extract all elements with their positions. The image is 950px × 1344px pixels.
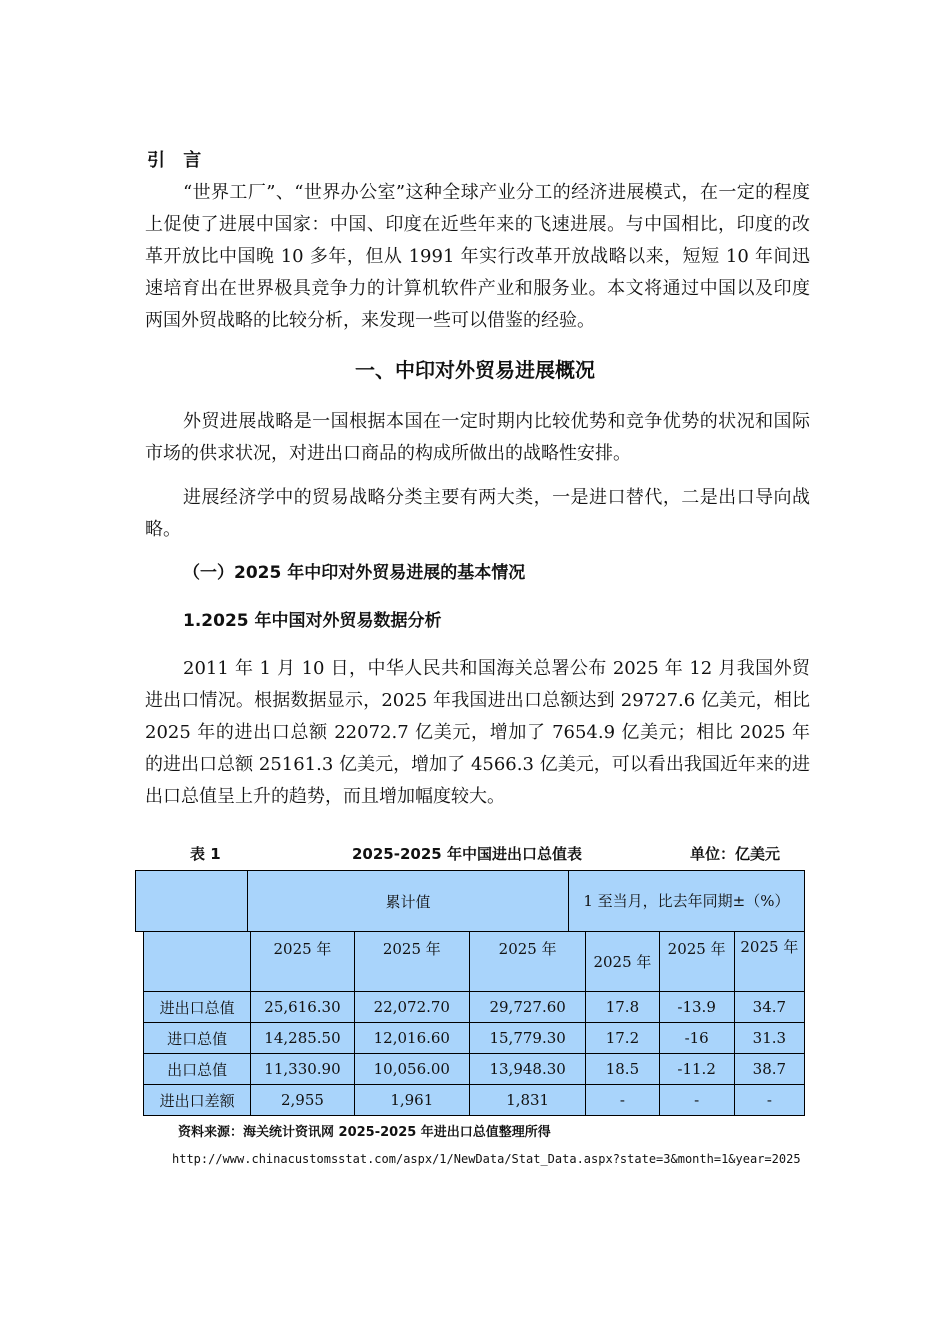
year-header: 2025 年 (659, 932, 734, 992)
table-unit: 单位：亿美元 (690, 845, 781, 863)
table-cell: 17.8 (586, 992, 659, 1023)
header-cumulative-cell: 累计值 (248, 871, 569, 932)
table-row (144, 1085, 805, 1116)
trade-table (143, 931, 805, 1116)
table-cell: 13,948.30 (469, 1054, 585, 1085)
table-cell: 11,330.90 (251, 1054, 354, 1085)
table-cell: 14,285.50 (251, 1023, 354, 1054)
table-cell: - (659, 1085, 734, 1116)
table-row (144, 1023, 805, 1054)
table-cell: 29,727.60 (469, 992, 585, 1023)
year-header: 2025 年 (586, 932, 659, 992)
table-cell: - (586, 1085, 659, 1116)
classification-paragraph: 进展经济学中的贸易战略分类主要有两大类，一是进口替代，二是出口导向战略。 (145, 487, 810, 540)
subsection-heading: （一）2025 年中印对外贸易进展的基本情况 (183, 563, 526, 583)
table-cell: 10,056.00 (354, 1054, 469, 1085)
table-cell: 15,779.30 (469, 1023, 585, 1054)
table-header-band (135, 870, 805, 932)
row-label: 进出口差额 (144, 1085, 251, 1116)
table-label: 表 1 (190, 845, 221, 863)
source-url[interactable]: http://www.chinacustomsstat.com/aspx/1/NewData/Stat_Data.aspx?state=3&month=1&year=2025 (172, 1152, 801, 1166)
table-row (144, 992, 805, 1023)
year-header: 2025 年 (734, 932, 804, 992)
intro-heading: 引 言 (147, 150, 208, 171)
table-cell: -13.9 (659, 992, 734, 1023)
table-cell: - (734, 1085, 804, 1116)
table-cell: 31.3 (734, 1023, 804, 1054)
intro-paragraph: “世界工厂”、“世界办公室”这种全球产业分工的经济进展模式，在一定的程度上促使了进展中国家：中国、印度在近些年来的飞速进展。与中国相比，印度的改革开放比中国晚 10 多年，但从 1991 年实行改革开放战略以来，短短 10 年间迅速培育出在世界极具竞争力的计算机软件产业和服务业。本文将通过中国以及印度两国外贸战略的比较分析，来发现一些可以借鉴的经验。 (145, 182, 810, 331)
table-cell: -16 (659, 1023, 734, 1054)
table-row (136, 871, 805, 932)
year-header: 2025 年 (469, 932, 585, 992)
table-cell: 2,955 (251, 1085, 354, 1116)
row-label: 进口总值 (144, 1023, 251, 1054)
table-cell: 25,616.30 (251, 992, 354, 1023)
section-title: 一、中印对外贸易进展概况 (355, 358, 595, 382)
table-source: 资料来源：海关统计资讯网 2025-2025 年进出口总值整理所得 (178, 1125, 551, 1140)
table-cell: 17.2 (586, 1023, 659, 1054)
table-cell: 1,961 (354, 1085, 469, 1116)
strategy-paragraph: 外贸进展战略是一国根据本国在一定时期内比较优势和竞争优势的状况和国际市场的供求状况，对进出口商品的构成所做出的战略性安排。 (145, 411, 810, 464)
table-row (144, 932, 805, 992)
header-corner-cell (136, 871, 248, 932)
year-corner-cell (144, 932, 251, 992)
header-yoy-cell: 1 至当月，比去年同期±（%） (568, 871, 804, 932)
table-cell: 34.7 (734, 992, 804, 1023)
table-cell: 1,831 (469, 1085, 585, 1116)
table-cell: 18.5 (586, 1054, 659, 1085)
table-cell: -11.2 (659, 1054, 734, 1085)
analysis-paragraph: 2011 年 1 月 10 日，中华人民共和国海关总署公布 2025 年 12 月我国外贸进出口情况。根据数据显示，2025 年我国进出口总额达到 29727.6 亿美元，相比 2025 年的进出口总额 22072.7 亿美元，增加了 7654.9 亿美元；相比 2025 年的进出口总额 25161.3 亿美元，增加了 4566.3 亿美元，可以看出我国近年来的进出口总值呈上升的趋势，而且增加幅度较大。 (145, 658, 810, 807)
year-header: 2025 年 (354, 932, 469, 992)
table-row (144, 1054, 805, 1085)
row-label: 出口总值 (144, 1054, 251, 1085)
row-label: 进出口总值 (144, 992, 251, 1023)
table-cell: 12,016.60 (354, 1023, 469, 1054)
table-cell: 22,072.70 (354, 992, 469, 1023)
year-header: 2025 年 (251, 932, 354, 992)
sub-subsection-heading: 1.2025 年中国对外贸易数据分析 (183, 611, 442, 631)
table-title: 2025-2025 年中国进出口总值表 (352, 845, 582, 863)
table-cell: 38.7 (734, 1054, 804, 1085)
